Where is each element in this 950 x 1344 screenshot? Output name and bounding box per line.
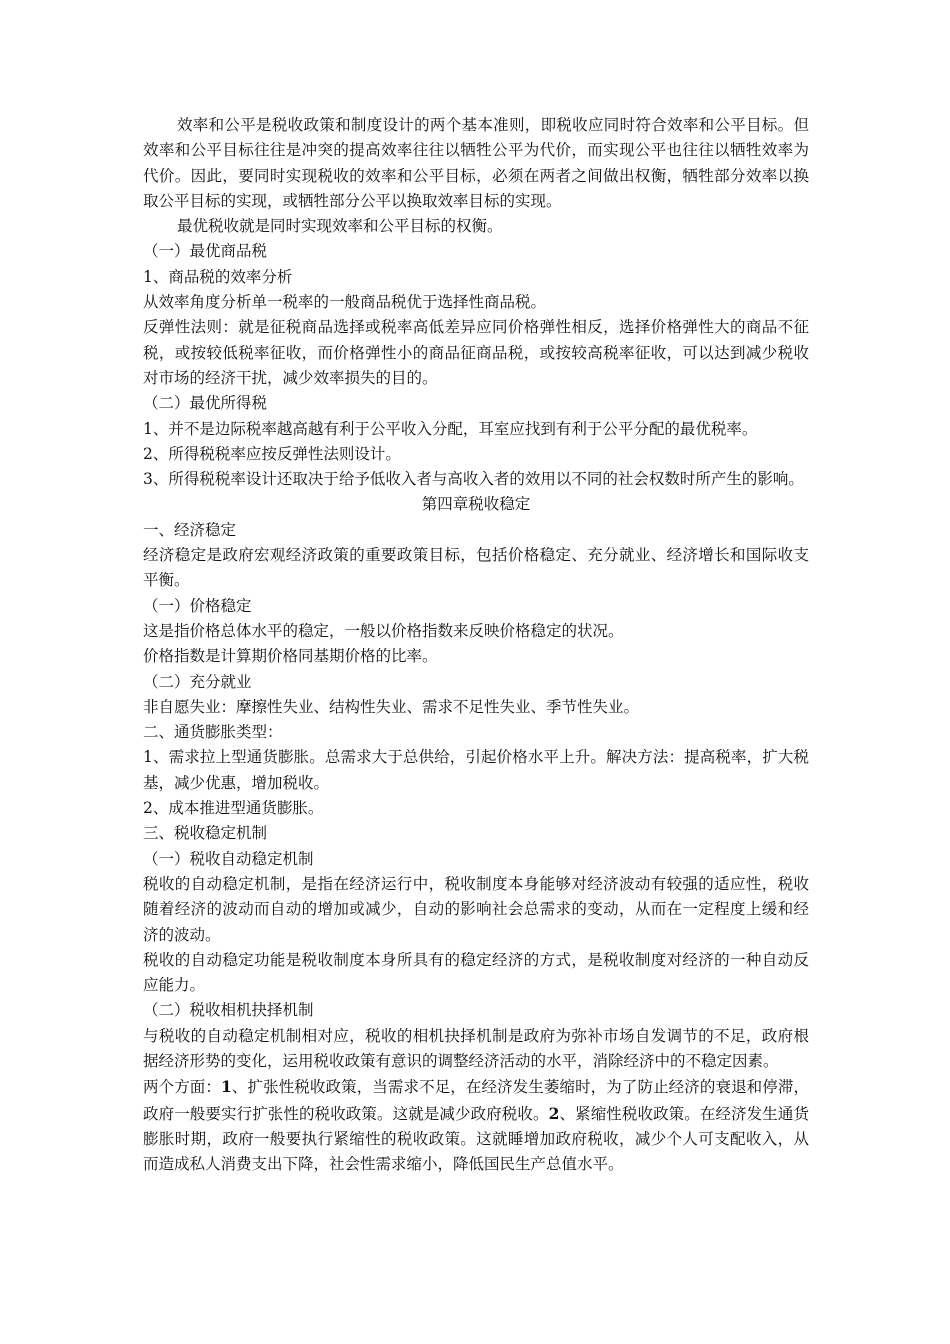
chapter-title: 第四章税收稳定 bbox=[421, 495, 531, 514]
optimal-tax-paragraph: 最优税收就是同时实现效率和公平目标的权衡。 bbox=[177, 217, 503, 236]
list-item: 3、所得税税率设计还取决于给予低收入者与高收入者的效用以不同的社会权数时所产生的影响。 bbox=[143, 470, 804, 489]
section-heading: 二、通货膨胀类型： bbox=[143, 723, 283, 742]
two-aspects-paragraph bbox=[143, 1074, 809, 1177]
section-heading: （二）充分就业 bbox=[143, 672, 252, 691]
text-segment: 、扩张性税收政策，当需求不足，在经济发生萎缩时，为了防止经济的衰退和停滞，政府一般要实行扩张性的税收政策。这就是减少政府税收。 bbox=[143, 1078, 809, 1123]
body-paragraph: 价格指数是计算期价格同基期价格的比率。 bbox=[143, 647, 438, 666]
body-paragraph: 非自愿失业：摩擦性失业、结构性失业、需求不足性失业、季节性失业。 bbox=[143, 697, 640, 716]
subsection-heading: 1、商品税的效率分析 bbox=[143, 267, 293, 286]
list-item: 1、需求拉上型通货膨胀。总需求大于总供给，引起价格水平上升。解决方法：提高税率，扩大税基，减少优惠，增加税收。 bbox=[143, 748, 809, 792]
list-item: 1、并不是边际税率越高越有利于公平收入分配，耳室应找到有利于公平分配的最优税率。 bbox=[143, 419, 758, 438]
list-item: 2、所得税税率应按反弹性法则设计。 bbox=[143, 444, 401, 463]
section-heading: 三、税收稳定机制 bbox=[143, 824, 268, 843]
intro-paragraph: 效率和公平是税收政策和制度设计的两个基本准则，即税收应同时符合效率和公平目标。但效率和公平目标往往是冲突的提高效率往往以牺牲公平为代价，而实现公平也往往以牺牲效率为代价。因此，要同时实现税收的效率和公平目标，必须在两者之间做出权衡，牺牲部分效率以换取公平目标的实现，或牺牲部分公平以换取效率目标的实现。 bbox=[143, 116, 809, 210]
list-item: 2、成本推进型通货膨胀。 bbox=[143, 799, 324, 818]
list-number: 2 bbox=[548, 1103, 560, 1123]
document-page bbox=[143, 113, 809, 1177]
body-paragraph: 税收的自动稳定机制，是指在经济运行中，税收制度本身能够对经济波动有较强的适应性，税收随着经济的波动而自动的增加或减少，自动的影响社会总需求的变动，从而在一定程度上缓和经济的波动。 bbox=[143, 874, 809, 944]
text-segment: 、紧缩性税收政策。在经济发生通货膨胀时期，政府一般要执行紧缩性的税收政策。这就睡增加政府税收，减少个人可支配收入，从而造成私人消费支出下降，社会性需求缩小，降低国民生产总值水平。 bbox=[143, 1104, 809, 1174]
body-paragraph: 反弹性法则：就是征税商品选择或税率高低差异应同价格弹性相反，选择价格弹性大的商品不征税，或按较低税率征收，而价格弹性小的商品征商品税，或按较高税率征收，可以达到减少税收对市场的经济干扰，减少效率损失的目的。 bbox=[143, 318, 809, 387]
section-heading: 一、经济稳定 bbox=[143, 520, 237, 539]
body-paragraph: 这是指价格总体水平的稳定，一般以价格指数来反映价格稳定的状况。 bbox=[143, 621, 624, 640]
body-paragraph: 从效率角度分析单一税率的一般商品税优于选择性商品税。 bbox=[143, 293, 547, 312]
body-paragraph: 税收的自动稳定功能是税收制度本身所具有的稳定经济的方式，是税收制度对经济的一种自动反应能力。 bbox=[143, 950, 809, 995]
subsection-heading: （一）税收自动稳定机制 bbox=[143, 849, 314, 868]
body-paragraph: 经济稳定是政府宏观经济政策的重要政策目标，包括价格稳定、充分就业、经济增长和国际收支平衡。 bbox=[143, 546, 809, 590]
body-paragraph: 与税收的自动稳定机制相对应，税收的相机抉择机制是政府为弥补市场自发调节的不足，政府根据经济形势的变化，运用税收政策有意识的调整经济活动的水平，消除经济中的不稳定因素。 bbox=[143, 1026, 809, 1070]
list-number: 1 bbox=[221, 1077, 232, 1097]
subsection-heading: （二）税收相机抉择机制 bbox=[143, 1001, 314, 1020]
section-heading: （一）最优商品税 bbox=[143, 242, 268, 261]
section-heading: （一）价格稳定 bbox=[143, 596, 252, 615]
section-heading: （二）最优所得税 bbox=[143, 394, 268, 413]
text-segment: 两个方面： bbox=[143, 1078, 221, 1097]
